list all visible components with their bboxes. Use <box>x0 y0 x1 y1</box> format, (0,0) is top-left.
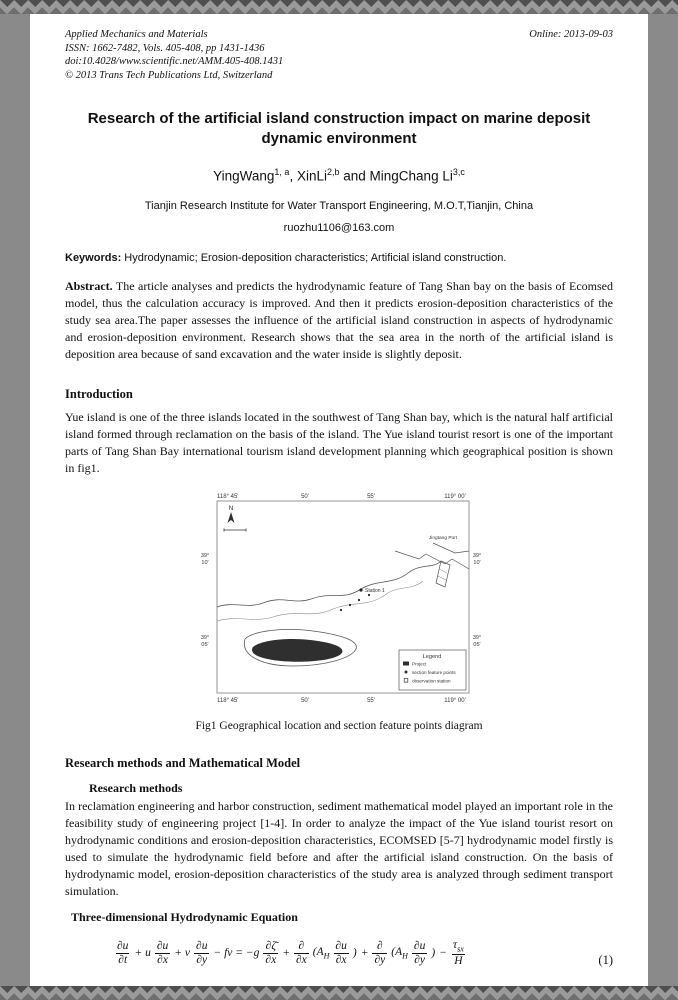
station-label: Station 1 <box>365 587 385 594</box>
figure-caption: Fig1 Geographical location and section feature points diagram <box>195 719 483 732</box>
north-arrow-icon <box>224 505 246 532</box>
paper-title: Research of the artificial island construction impact on marine deposit dynamic environment <box>87 109 591 147</box>
copyright-line: © 2013 Trans Tech Publications Ltd, Switzerland <box>65 69 273 81</box>
eq-frac-ddy: $\frac{\partial}{\partial y}$ <box>374 939 386 966</box>
journal-header <box>65 28 613 83</box>
eq-coef-ah-2: ($A_H$ <box>391 946 408 961</box>
eq-frac-ddx: $\frac{\partial}{\partial x}$ <box>295 939 307 966</box>
map-bottom-tick-1: 118° 45' <box>217 697 239 704</box>
legend-swatch-feature-point <box>405 670 408 673</box>
section-heading-introduction: Introduction <box>65 386 133 401</box>
map-figure <box>193 489 485 711</box>
map-left-lat-s-deg: 39° <box>200 634 210 641</box>
doi-line: doi:10.4028/www.scientific.net/AMM.405-408.1431 <box>65 56 284 68</box>
map-bottom-tick-3: 55' <box>367 697 375 704</box>
map-top-tick-4: 119° 00' <box>444 493 466 500</box>
abstract-text: The article analyses and predicts the hydrodynamic feature of Tang Shan bay on the basis of Ecomsed model, thus the calculation accuracy is improved. And then it predicts erosion-deposition characteristics of the study sea area.The paper assesses the influence of the artificial island construction in aspects of hydrodynamic and erosion-deposition environment. Research shows that the sea area in the north of the artificial island is deposition area because of sand excavation and the water inside is slightly deposit. <box>65 278 613 361</box>
eq-frac-tau: $\frac{\tau_{sx}}{H}$ <box>452 939 464 967</box>
decor-zigzag-top <box>0 0 678 14</box>
yue-island-shape <box>252 639 342 662</box>
eq-coef-ah-1: ($A_H$ <box>312 946 330 961</box>
equation-block <box>65 939 613 968</box>
section-heading-methods: Research methods and Mathematical Model <box>65 755 301 770</box>
port-label: Jingtang Port <box>428 535 458 541</box>
coastline-main <box>217 561 441 607</box>
legend-swatch-project <box>403 661 409 665</box>
online-date: Online: 2013-09-03 <box>529 29 613 40</box>
author-2-sup: 2,b <box>326 167 340 178</box>
author-2: XinLi <box>296 168 327 184</box>
legend-title: Legend <box>422 653 442 660</box>
journal-title: Applied Mechanics and Materials <box>65 29 208 40</box>
paper-page <box>30 14 648 986</box>
abstract <box>65 278 613 363</box>
author-1-sup: 1, a <box>274 167 290 178</box>
keywords-line <box>65 252 613 264</box>
abstract-label: Abstract. <box>65 278 113 293</box>
map-top-tick-3: 55' <box>367 493 375 500</box>
affiliation: Tianjin Research Institute for Water Transport Engineering, M.O.T,Tianjin, China <box>144 199 534 212</box>
map-right-lat-n-min: 10' <box>473 559 481 566</box>
eq-frac-dudy-2: $\frac{\partial u}{\partial y}$ <box>413 939 426 966</box>
legend-item-project: Project <box>412 661 427 667</box>
keywords-text: Hydrodynamic; Erosion-deposition characteristics; Artificial island construction. <box>121 251 507 264</box>
keywords-label: Keywords: <box>65 251 122 264</box>
issn-line: ISSN: 1662-7482, Vols. 405-408, pp 1431-1436 <box>65 42 265 54</box>
eq-frac-dzeta: $\frac{\partial\zetā}{\partial x}$ <box>265 939 277 966</box>
map-top-tick-2: 50' <box>301 493 309 500</box>
decor-zigzag-bottom <box>0 986 678 1000</box>
station-marker <box>359 588 362 591</box>
eq-frac-dudy: $\frac{\partial u}{\partial y}$ <box>196 939 208 966</box>
eq-frac-dudt: $\frac{\partial u}{\partial t}$ <box>117 939 129 966</box>
map-left-lat-n-deg: 39° <box>200 552 210 559</box>
equation: $\frac{\partial u}{\partial t}$ + u $\frac{\partial u}{\partial x}$ + v $\frac{\partial u}{\partial y}$ − fv = −g $\frac{\partial\zetā}{\partial x}$ + $\frac{\partial}{\partial x}$ ($A_H$ $\frac{\partial u}{\partial x}$ ) + $\frac{\partial}{\partial y}$ ($A_H$ $\frac{\partial u}{\partial y}$ ) − $\frac{\tau_{sx}}{H}$ <box>117 939 464 967</box>
map-bottom-tick-2: 50' <box>301 697 309 704</box>
eq-frac-dudx: $\frac{\partial u}{\partial x}$ <box>156 939 169 966</box>
north-label: N <box>228 504 234 512</box>
map-top-tick-1: 118° 45' <box>217 493 239 500</box>
map-right-lat-s-min: 05' <box>473 641 481 648</box>
introduction-paragraph: Yue island is one of the three islands located in the southwest of Tang Shan bay, which is the natural half artificial island formed through reclamation on the basis of the island. The Yue island tourist resort is one of the important parts of Tang Shan Bay international tourism island development planning which geographical position is shown in fig1. <box>65 409 613 475</box>
journal-header-left <box>65 28 283 83</box>
authors-line <box>65 167 613 184</box>
map-left-lat-n-min: 10' <box>201 559 209 566</box>
legend-item-feature-points: section feature points <box>412 669 456 675</box>
author-separator-1: , <box>289 168 297 184</box>
equation-number: (1) <box>598 952 613 967</box>
author-separator-2: and <box>339 168 370 184</box>
subsection-equation-title: Three-dimensional Hydrodynamic Equation <box>71 910 298 925</box>
author-3-sup: 3,c <box>452 167 465 178</box>
eq-frac-dudx-2: $\frac{\partial u}{\partial x}$ <box>335 939 347 966</box>
subsection-research-methods: Research methods <box>89 780 183 795</box>
legend-item-station: observation station <box>412 678 451 684</box>
author-1: YingWang <box>213 168 275 184</box>
figure-map <box>65 489 613 716</box>
legend-box <box>399 650 466 690</box>
map-bottom-tick-4: 119° 00' <box>444 697 466 704</box>
map-left-lat-s-min: 05' <box>201 641 209 648</box>
author-3: MingChang Li <box>369 168 453 184</box>
email: ruozhu1106@163.com <box>283 221 395 234</box>
methods-paragraph: In reclamation engineering and harbor construction, sediment mathematical model played an important role in the feasibility study of engineering project [1-4]. In order to analyze the impact of the Yue island tourist resort on hydrodynamic conditions and erosion-deposition characteristics, ECOMSED [5-7] hydrodynamic model firstly is used to simulate the hydrodynamic field before and after the artificial island construction. On the basis of hydrodynamic model, erosion-deposition characteristics of the study area is analyzed through sediment transport simulation. <box>65 798 613 898</box>
map-right-lat-s-deg: 39° <box>472 634 482 641</box>
coastline-secondary <box>217 581 423 621</box>
map-right-lat-n-deg: 39° <box>472 552 482 559</box>
